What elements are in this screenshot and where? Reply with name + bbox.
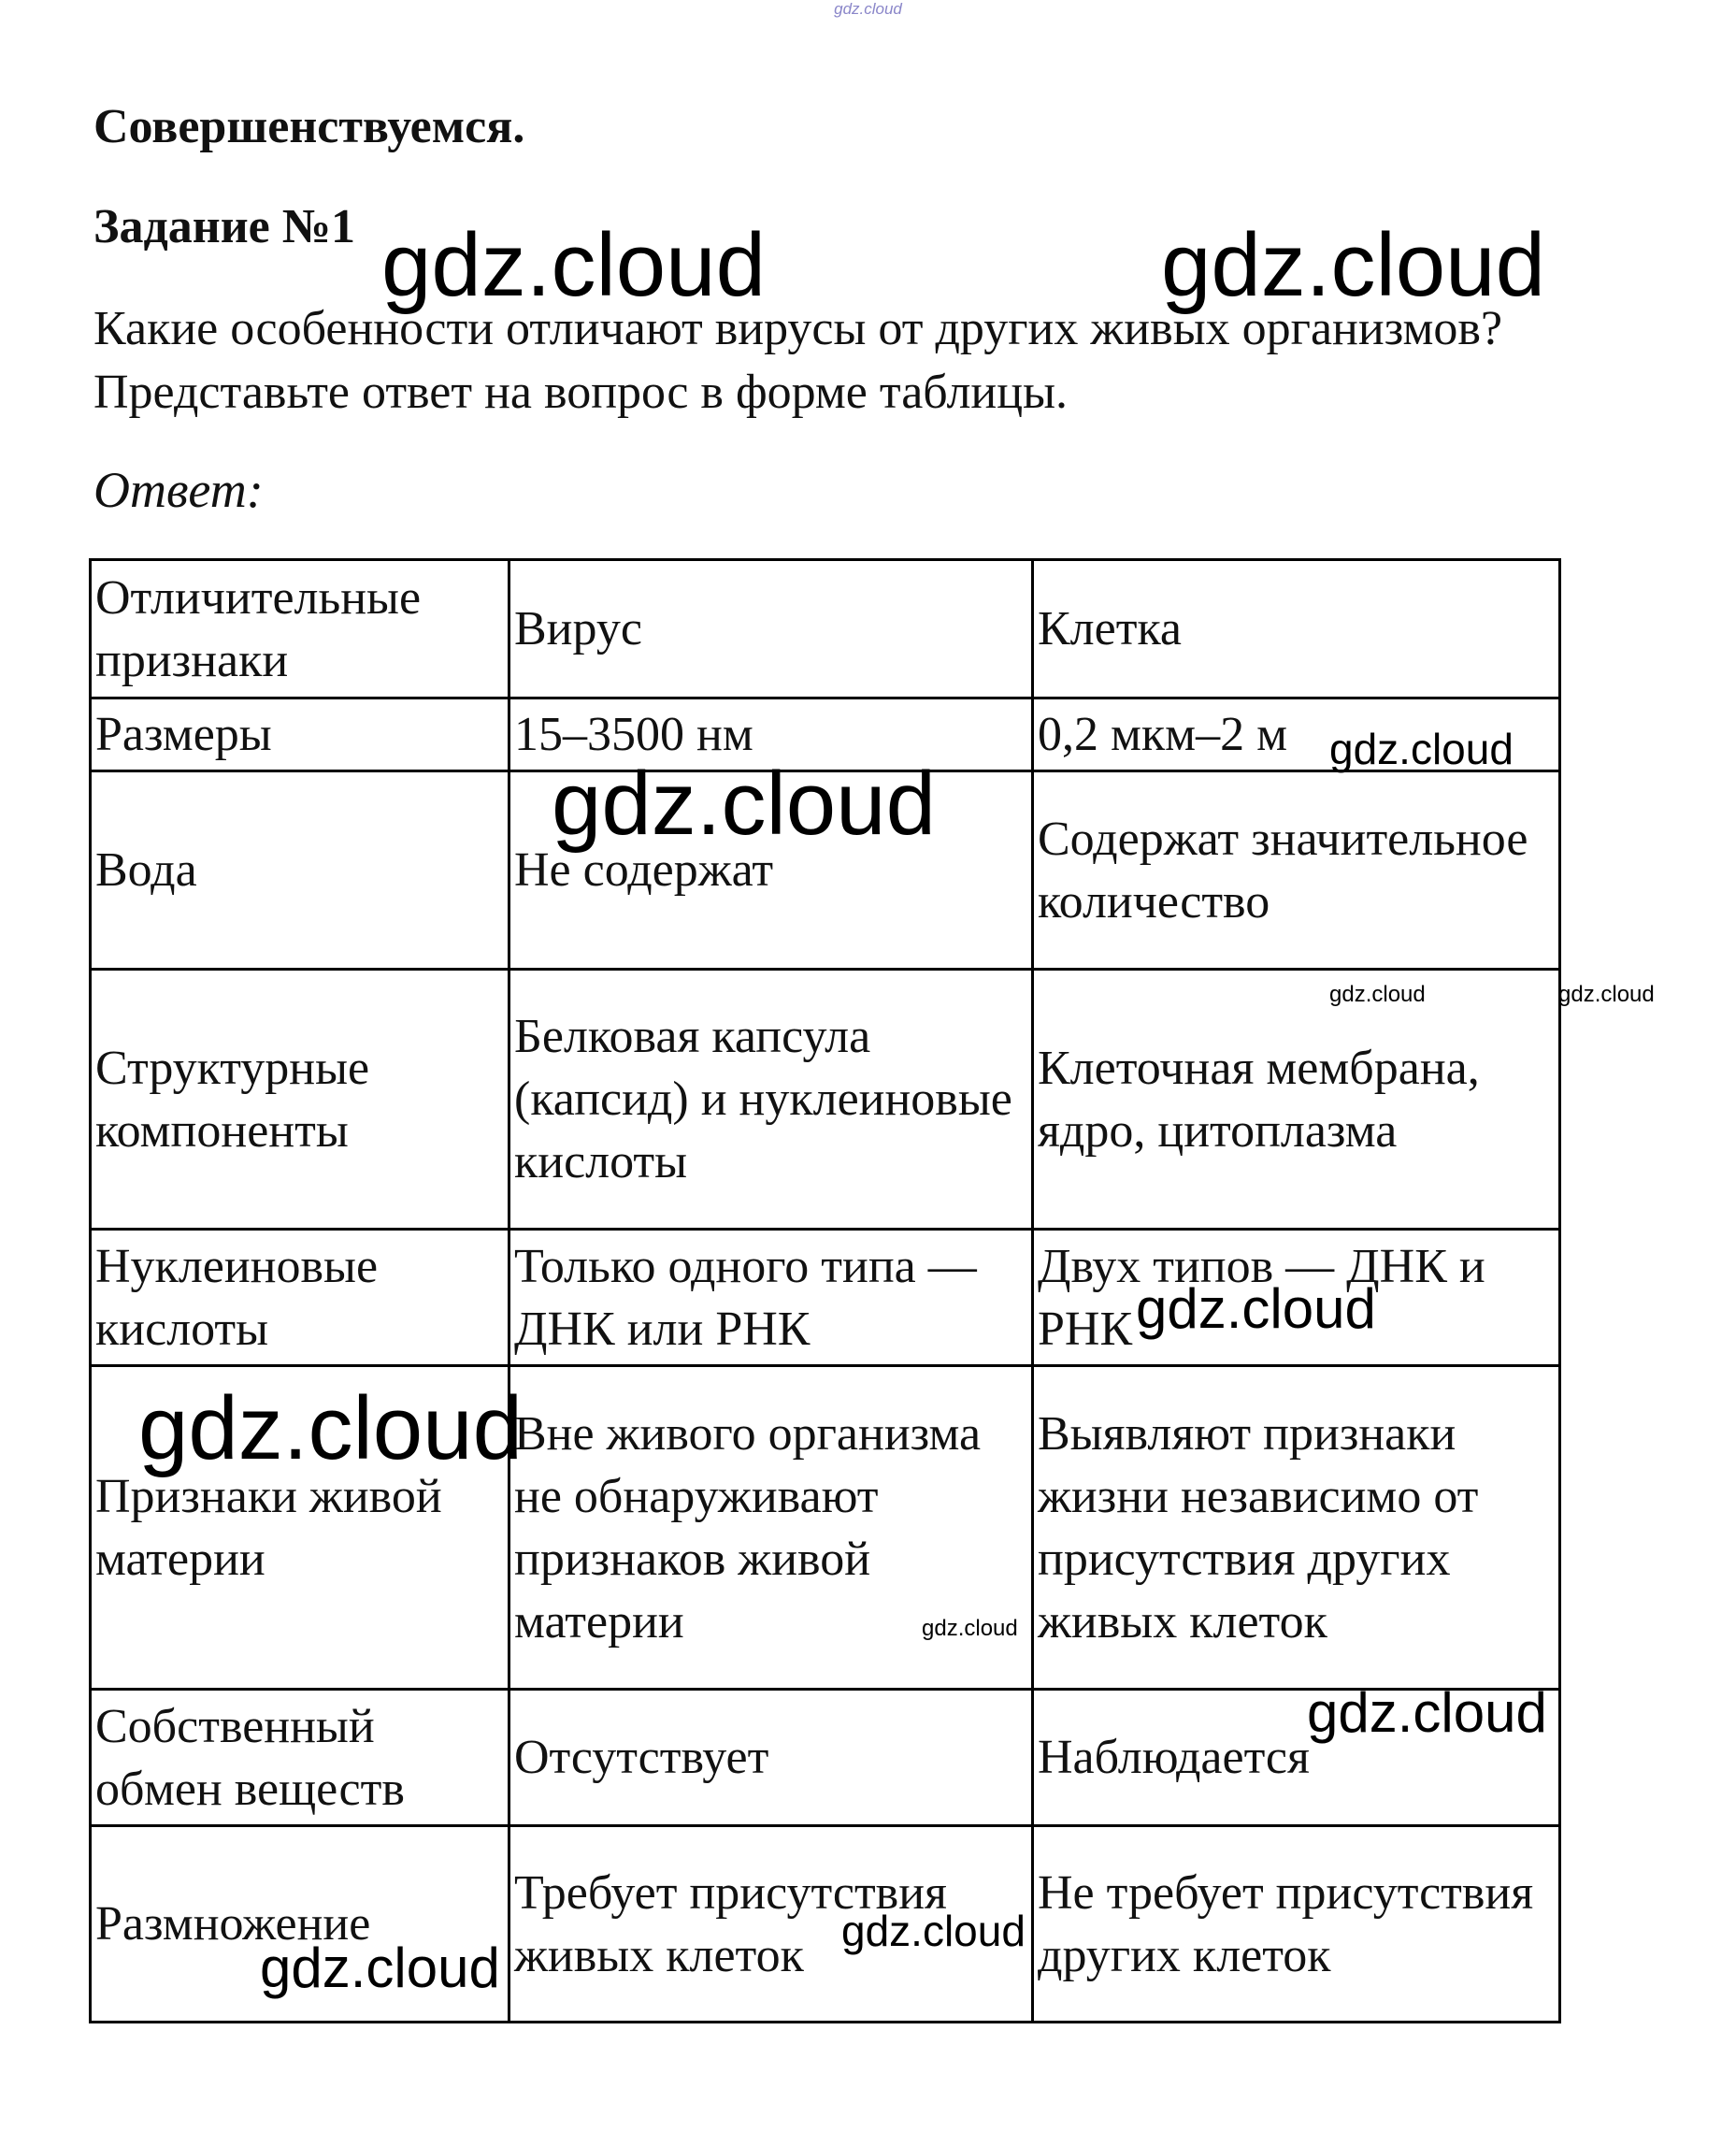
- table-cell: Содержат значительное количество: [1033, 771, 1560, 970]
- table-cell: Наблюдается: [1033, 1690, 1560, 1826]
- header-cell: Вирус: [509, 560, 1033, 698]
- answer-label: Ответ:: [93, 462, 264, 518]
- table-cell: Размеры: [91, 698, 509, 771]
- table-cell: 0,2 мкм–2 м: [1033, 698, 1560, 771]
- table-cell: Вода: [91, 771, 509, 970]
- table-cell: Не требует присутствия других клеток: [1033, 1826, 1560, 2023]
- table-cell: Размножение: [91, 1826, 509, 2023]
- table-cell: Двух типов — ДНК и РНК: [1033, 1230, 1560, 1366]
- table-cell: Не содержат: [509, 771, 1033, 970]
- table-row: [91, 970, 1560, 1230]
- table-cell: Клеточная мембрана, ядро, цитоплазма: [1033, 970, 1560, 1230]
- table-cell: 15–3500 нм: [509, 698, 1033, 771]
- watermark: gdz.cloud: [841, 1907, 1026, 1955]
- watermark: gdz.cloud: [1329, 725, 1514, 773]
- table-cell: Вне живого организма не обнаруживают признаков живой материи: [509, 1366, 1033, 1690]
- watermark: gdz.cloud: [260, 1937, 500, 1999]
- watermark: gdz.cloud: [922, 1616, 1018, 1641]
- watermark: gdz.cloud: [1136, 1277, 1376, 1340]
- header-cell: Клетка: [1033, 560, 1560, 698]
- table-cell: Только одного типа — ДНК или РНК: [509, 1230, 1033, 1366]
- table-cell: Выявляют признаки жизни независимо от присутствия других живых клеток: [1033, 1366, 1560, 1690]
- table-cell: Структурные компоненты: [91, 970, 509, 1230]
- table-cell: Требует присутствия живых клеток: [509, 1826, 1033, 2023]
- watermark: gdz.cloud: [1329, 982, 1426, 1007]
- header-cell: Отличительные признаки: [91, 560, 509, 698]
- table-cell: Признаки живой материи: [91, 1366, 509, 1690]
- table-cell: Собственный обмен веществ: [91, 1690, 509, 1826]
- watermark: gdz.cloud: [1307, 1681, 1547, 1744]
- table-header-row: [91, 560, 1560, 698]
- question-line: Какие особенности отличают вирусы от других живых организмов?: [93, 302, 1503, 355]
- watermark: gdz.cloud: [138, 1378, 523, 1478]
- watermark: gdz.cloud: [552, 754, 936, 854]
- watermark: gdz.cloud: [1558, 982, 1655, 1007]
- watermark: gdz.cloud: [1161, 215, 1545, 315]
- top-watermark: gdz.cloud: [834, 0, 902, 18]
- task-label: Задание №1: [93, 200, 356, 253]
- watermark: gdz.cloud: [381, 215, 766, 315]
- table-cell: Нуклеиновые кислоты: [91, 1230, 509, 1366]
- page-title: Совершенствуемся.: [93, 100, 525, 153]
- table-cell: Отсутствует: [509, 1690, 1033, 1826]
- question-line: Представьте ответ на вопрос в форме таблицы.: [93, 366, 1069, 419]
- table-cell: Белковая капсула (капсид) и нуклеиновые кислоты: [509, 970, 1033, 1230]
- question-text: [93, 297, 1502, 425]
